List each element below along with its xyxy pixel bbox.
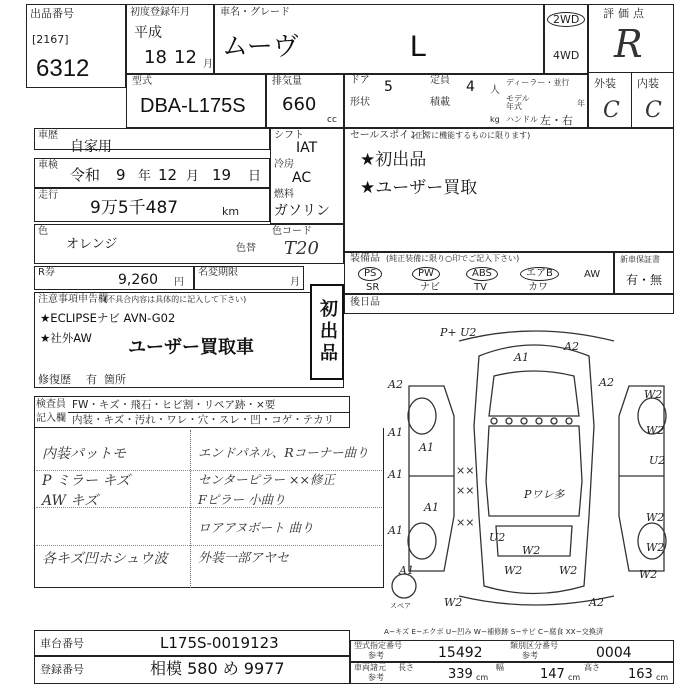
remarks-rule-3 [36, 545, 382, 546]
inspection-era: 令和 [70, 166, 101, 184]
displacement-label: 排気量 [272, 76, 302, 87]
lot-label: 出品番号 [30, 7, 74, 20]
history-label: 車歴 [38, 130, 58, 141]
doors-label: ドア [350, 75, 370, 86]
notes-line-2: ★社外AW [40, 331, 92, 345]
repair-suffix: 箇所 [104, 373, 126, 386]
new-warranty-value: 有・無 [626, 273, 663, 287]
width-label: 幅 [496, 663, 504, 672]
first-reg-label: 初度登録年月 [130, 7, 190, 18]
vehicle-grade: L [410, 30, 427, 63]
vehicle-label: 車名・グレード [220, 7, 290, 18]
inspector-label-1: 検査員 [36, 399, 66, 410]
spare-tire [392, 574, 416, 598]
diagram-mark-12: ×× [456, 516, 475, 529]
equip-navi: ナビ [420, 282, 440, 293]
remark-7: ロアアヌボート 曲り [198, 520, 314, 535]
diagram-mark-7: W2 [646, 424, 665, 437]
color-change-label: 色替 [236, 243, 256, 254]
diagram-mark-9: ×× [456, 464, 475, 477]
recycle-unit: 円 [174, 277, 184, 288]
seat-marker-3 [521, 418, 527, 424]
diagram-mark-4: A2 [388, 378, 403, 391]
drive-2wd: 2WD [547, 12, 585, 27]
diagram-mark-22: W2 [559, 564, 578, 577]
selling-point-1: ★初出品 [360, 150, 427, 170]
windshield-outline [489, 371, 579, 416]
equip-pw: PW [412, 267, 440, 281]
load-unit: kg [490, 115, 500, 124]
plate-value: 相模 580 め 9977 [150, 659, 285, 678]
first-reg-month: 12 [174, 47, 197, 68]
registration-limit-unit: 月 [290, 277, 300, 288]
remark-2: エンドパネル、Rコーナー曲り [198, 445, 369, 460]
remark-8: 各キズ凹ホシュウ波 [42, 551, 168, 567]
length-unit: cm [476, 673, 489, 682]
inspector-label-2: 記入欄 [36, 413, 66, 424]
history-value: 自家用 [70, 139, 112, 155]
length-label: 長さ [398, 663, 414, 672]
diagram-mark-19: A1 [399, 564, 414, 577]
selling-points-label: セールスポイント [350, 130, 430, 141]
equip-airbag: エアB [520, 267, 559, 281]
vehicle-name: ムーヴ [222, 32, 299, 62]
remarks-rule-1 [36, 470, 382, 471]
first-reg-year: 18 [144, 47, 167, 68]
designation-sub: 参考 [368, 651, 384, 660]
equip-abs: ABS [466, 267, 498, 281]
diagram-mark-1: P+ U2 [440, 326, 477, 339]
diagram-mark-24: A1 [419, 441, 434, 454]
equipment-sub: (純正装備に限り○印でご記入下さい) [386, 254, 520, 263]
remark-3: P ミラー キズ [42, 473, 131, 489]
inspection-year-unit: 年 [138, 169, 152, 184]
diagram-mark-26: A2 [589, 596, 604, 609]
equip-aw: AW [584, 269, 601, 280]
notes-line-1: ★ECLIPSEナビ AVN-G02 [40, 311, 176, 325]
lot-number: 6312 [36, 55, 90, 82]
equip-ps: PS [358, 267, 382, 281]
color-code-label: 色コード [272, 226, 312, 237]
length-value: 339 [448, 667, 473, 682]
shift-label: シフト [274, 130, 304, 141]
left-side-outline [409, 386, 454, 571]
remarks-divider [190, 430, 191, 588]
first-reg-month-unit: 月 [203, 59, 213, 70]
fuel-value: ガソリン [274, 203, 330, 219]
height-unit: cm [656, 673, 669, 682]
capacity-label: 定員 [430, 75, 450, 86]
diagram-mark-6: W2 [644, 388, 663, 401]
color-code: T20 [284, 238, 319, 259]
diagram-mark-5: A2 [599, 376, 614, 389]
model-value: DBA-L175S [140, 95, 246, 117]
seat-marker-1 [491, 418, 497, 424]
front-bumper-outline [459, 331, 614, 341]
inspection-month: 12 [158, 166, 178, 184]
category-sub: 参考 [522, 651, 538, 660]
inspection-label: 車検 [38, 160, 58, 171]
notes-sub: (不具合内容は具体的に記入して下さい) [104, 295, 247, 304]
dimensions-label: 車両諸元 [354, 663, 386, 672]
model-label: 型式 [132, 76, 152, 87]
model-year-label: モデル年式 [506, 94, 530, 111]
inspection-year: 9 [116, 166, 126, 184]
car-diagram-outline [392, 331, 666, 605]
designation-value: 15492 [438, 645, 483, 661]
first-reg-era: 平成 [134, 25, 162, 41]
category-label: 類別区分番号 [510, 641, 558, 650]
interior-label: 内装 [637, 77, 659, 90]
diagram-mark-27: W2 [444, 596, 463, 609]
exterior-label: 外装 [594, 77, 616, 90]
fuel-label: 燃料 [274, 189, 294, 200]
recycle-value: 9,260 [118, 272, 159, 288]
score-value: R [614, 22, 643, 66]
diagram-mark-18: W2 [646, 541, 665, 554]
registration-limit-label: 名変期限 [198, 267, 238, 278]
remark-6: Fピラー 小曲り [198, 492, 286, 507]
handle-label: ハンドル [506, 115, 538, 124]
remark-4: センターピラー ××修正 [198, 472, 335, 487]
new-warranty-label: 新車保証書 [620, 255, 660, 264]
plate-label: 登録番号 [40, 663, 84, 676]
remark-9: 外装一部アヤセ [198, 551, 290, 566]
inspection-month-unit: 月 [186, 169, 200, 184]
shape-label: 形状 [350, 97, 370, 108]
score-label: 評価点 [603, 7, 648, 20]
diagram-mark-21: W2 [522, 544, 541, 557]
color-value: オレンジ [66, 237, 118, 252]
equip-sr: SR [366, 282, 380, 293]
lot-sub: [2167] [32, 33, 69, 46]
repair-value: 有 [86, 373, 97, 386]
displacement-value: 660 [282, 94, 317, 115]
category-value: 0004 [596, 645, 632, 661]
diagram-mark-14: A1 [388, 426, 403, 439]
diagram-mark-3: A1 [514, 351, 529, 364]
color-label: 色 [38, 226, 48, 237]
diagram-mark-15: W2 [646, 511, 665, 524]
attachments-box [344, 294, 674, 314]
capacity-unit: 人 [490, 85, 500, 96]
inspection-day-unit: 日 [248, 169, 262, 184]
chassis-label: 車台番号 [40, 637, 84, 650]
interior-score: C [645, 98, 662, 123]
score-mid-divider [631, 72, 632, 128]
mileage-value: 9万5千487 [90, 198, 179, 218]
load-label: 積載 [430, 97, 450, 108]
notes-label: 注意事項申告欄 [38, 294, 108, 305]
remark-5: AW キズ [42, 493, 99, 509]
diagram-mark-11: A1 [388, 468, 403, 481]
inspector-row-1: FW・キズ・飛石・ヒビ割・リペア跡・×要 [72, 399, 276, 411]
mileage-label: 走行 [38, 190, 58, 201]
equipment-label: 装備品 [350, 253, 380, 264]
diagram-mark-13: Pワレ多 [524, 488, 565, 501]
wheel-front-left [408, 398, 436, 434]
capacity-value: 4 [466, 79, 475, 95]
seat-marker-5 [551, 418, 557, 424]
diagram-mark-16: U2 [489, 531, 506, 544]
inspector-divider [68, 412, 350, 413]
recycle-box [34, 266, 194, 290]
width-value: 147 [540, 667, 565, 682]
inspection-day: 19 [212, 166, 232, 184]
width-unit: cm [568, 673, 581, 682]
chassis-value: L175S-0019123 [160, 634, 279, 652]
damage-legend: A−キズ E−エクボ U−凹み W−補修跡 S−サビ C−腐食 XX−交換済 [384, 627, 604, 636]
dealer-label: ディーラー・並行 [506, 78, 570, 87]
dimensions-sub: 参考 [368, 673, 384, 682]
first-badge-text: 初出品 [317, 299, 338, 365]
height-label: 高さ [584, 663, 600, 672]
equip-tv: TV [474, 282, 487, 293]
ac-value: AC [292, 170, 312, 186]
drive-4wd: 4WD [553, 49, 580, 62]
car-diagram [384, 316, 690, 616]
diagram-marks [387, 326, 665, 610]
exterior-score: C [603, 98, 620, 123]
attachments-label: 後日品 [350, 297, 380, 308]
diagram-mark-10: ×× [456, 484, 475, 497]
displacement-unit: cc [327, 115, 337, 125]
remark-1: 内装パットモ [42, 446, 126, 462]
diagram-mark-20: W2 [639, 568, 658, 581]
seat-marker-6 [566, 418, 572, 424]
notes-big: ユーザー買取車 [128, 337, 254, 358]
diagram-mark-17: A1 [388, 524, 403, 537]
selling-points-sub: (正常に機能するものに限ります) [412, 131, 531, 140]
ac-label: 冷房 [274, 159, 294, 170]
designation-label: 型式指定番号 [354, 641, 402, 650]
diagram-mark-23: W2 [504, 564, 523, 577]
shift-value: IAT [296, 140, 318, 156]
spare-label: スペア [390, 602, 411, 610]
wheel-rear-left [408, 523, 436, 559]
inspector-row-2: 内装・キズ・汚れ・ワレ・穴・スレ・凹・コゲ・テカリ [72, 414, 335, 426]
height-value: 163 [628, 667, 653, 682]
roof-outline [486, 426, 582, 516]
diagram-mark-25: A1 [424, 501, 439, 514]
seat-marker-4 [536, 418, 542, 424]
repair-label: 修復歴 [38, 373, 71, 386]
selling-point-2: ★ユーザー買取 [360, 178, 478, 198]
first-badge [310, 284, 344, 380]
recycle-label: R券 [38, 267, 55, 278]
handle-unit: 年 [577, 99, 585, 108]
diagram-mark-2: A2 [564, 340, 579, 353]
diagram-mark-8: U2 [649, 454, 666, 467]
mileage-unit: km [222, 205, 240, 218]
seat-marker-2 [506, 418, 512, 424]
equip-leather: カワ [528, 282, 548, 293]
handle-value: 左・右 [540, 114, 573, 127]
doors-value: 5 [384, 79, 393, 95]
